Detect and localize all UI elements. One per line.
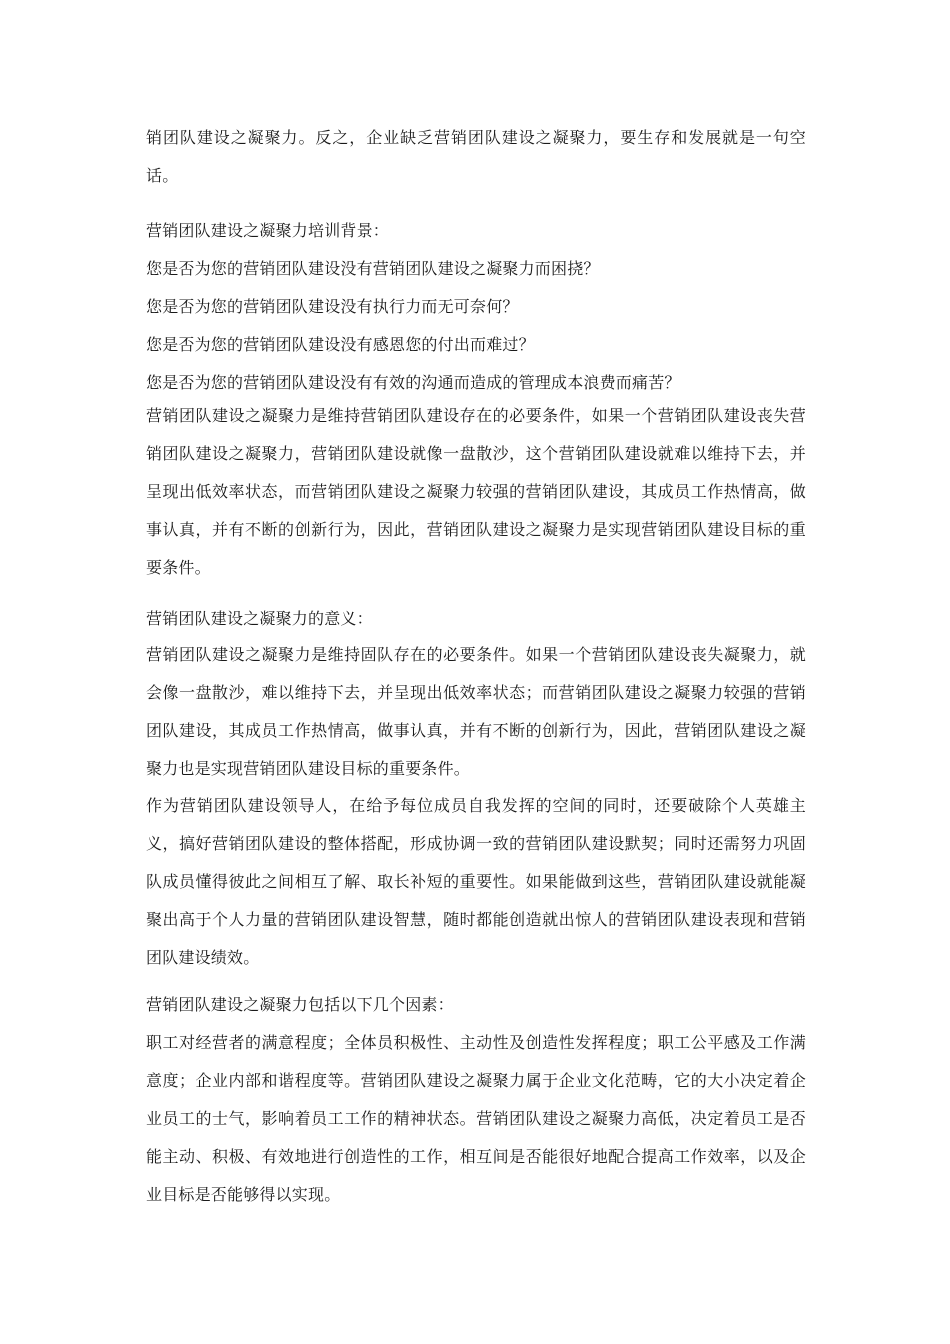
- question-4: 您是否为您的营销团队建设没有有效的沟通而造成的管理成本浪费而痛苦？: [146, 373, 681, 392]
- meaning-heading: 营销团队建设之凝聚力的意义：: [146, 609, 373, 628]
- meaning-paragraph-2: 作为营销团队建设领导人，在给予每位成员自我发挥的空间的同时，还要破除个人英雄主义，搞好营销团队建设的整体搭配，形成协调一致的营销团队建设默契；同时还需努力巩固队成员懂得彼此之间相互了解、取长补短的重要性。如果能做到这些，营销团队建设就能凝聚出高于个人力量的营销团队建设智慧，随时都能创造就出惊人的营销团队建设表现和营销团队建设绩效。: [146, 796, 806, 967]
- factors-heading: 营销团队建设之凝聚力包括以下几个因素：: [146, 995, 454, 1014]
- question-2: 您是否为您的营销团队建设没有执行力而无可奈何？: [146, 297, 519, 316]
- factors-paragraph: 职工对经营者的满意程度；全体员积极性、主动性及创造性发挥程度；职工公平感及工作满意度；企业内部和谐程度等。营销团队建设之凝聚力属于企业文化范畴，它的大小决定着企业员工的士气，影响着员工工作的精神状态。营销团队建设之凝聚力高低，决定着员工是否能主动、积极、有效地进行创造性的工作，相互间是否能很好地配合提高工作效率，以及企业目标是否能够得以实现。: [146, 1033, 806, 1204]
- intro-paragraph: 销团队建设之凝聚力。反之，企业缺乏营销团队建设之凝聚力，要生存和发展就是一句空话。: [146, 128, 806, 185]
- background-heading: 营销团队建设之凝聚力培训背景：: [146, 221, 390, 240]
- meaning-paragraph-1: 营销团队建设之凝聚力是维持固队存在的必要条件。如果一个营销团队建设丧失凝聚力，就会像一盘散沙，难以维持下去，并呈现出低效率状态；而营销团队建设之凝聚力较强的营销团队建设，其成员工作热情高，做事认真，并有不断的创新行为，因此，营销团队建设之凝聚力也是实现营销团队建设目标的重要条件。: [146, 645, 806, 778]
- background-paragraph: 营销团队建设之凝聚力是维持营销团队建设存在的必要条件，如果一个营销团队建设丧失营销团队建设之凝聚力，营销团队建设就像一盘散沙，这个营销团队建设就难以维持下去，并呈现出低效率状态，而营销团队建设之凝聚力较强的营销团队建设，其成员工作热情高，做事认真，并有不断的创新行为，因此，营销团队建设之凝聚力是实现营销团队建设目标的重要条件。: [146, 406, 806, 577]
- question-3: 您是否为您的营销团队建设没有感恩您的付出而难过？: [146, 335, 535, 354]
- question-1: 您是否为您的营销团队建设没有营销团队建设之凝聚力而困挠？: [146, 259, 600, 278]
